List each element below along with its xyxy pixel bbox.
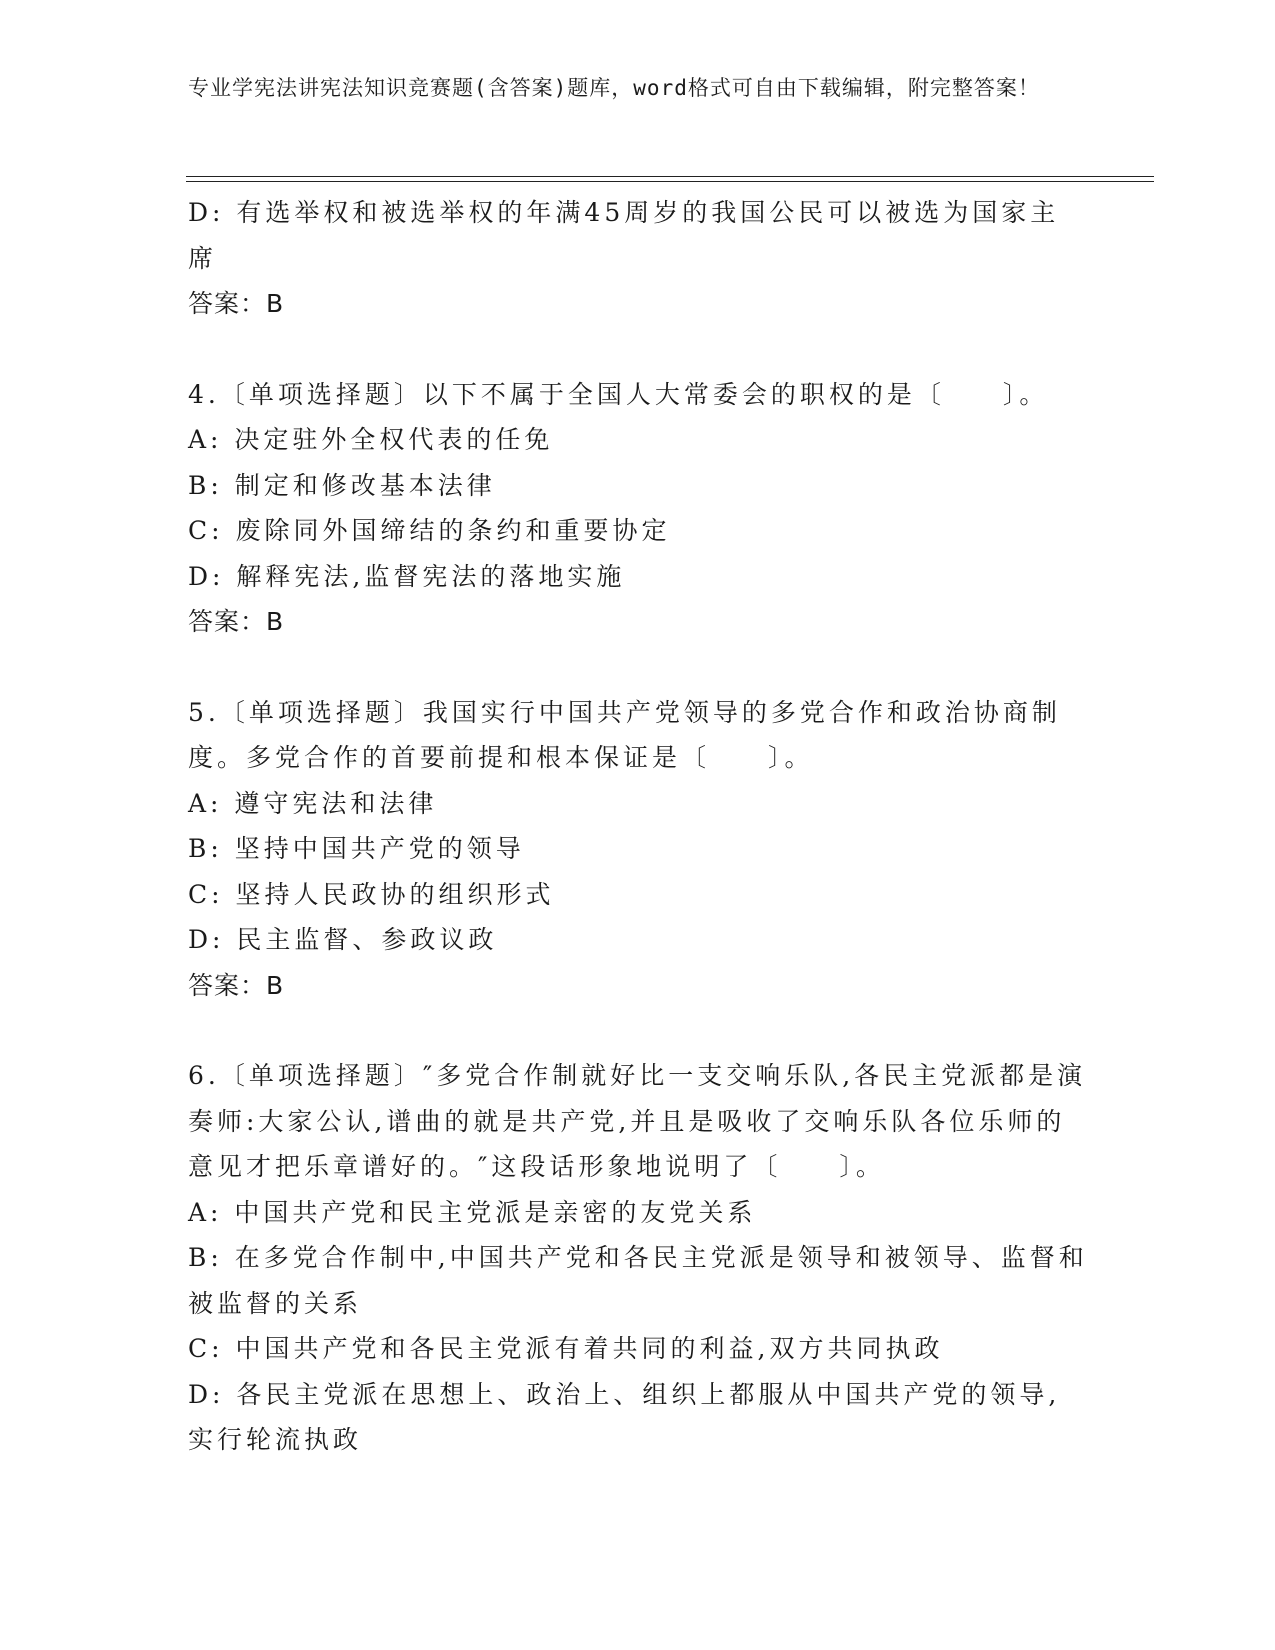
header-rule-top (186, 176, 1154, 177)
q5-stem: 5.〔单项选择题〕我国实行中国共产党领导的多党合作和政治协商制度。多党合作的首要前提和根本保证是〔 〕。 (188, 697, 1061, 772)
q5-option-c: C: 坚持人民政协的组织形式 (188, 879, 555, 909)
q4-option-b: B: 制定和修改基本法律 (188, 470, 496, 500)
q5-option-d: D: 民主监督、参政议政 (188, 925, 498, 954)
question-6 (188, 1053, 1088, 1463)
q5-option-b: B: 坚持中国共产党的领导 (188, 834, 525, 863)
q6-option-b: B: 在多党合作制中,中国共产党和各民主党派是领导和被领导、监督和被监督的关系 (188, 1243, 1088, 1318)
q4-option-d: D: 解释宪法,监督宪法的落地实施 (188, 561, 626, 591)
q5-answer: 答案：B (188, 970, 285, 1000)
q4-option-c: C: 废除同外国缔结的条约和重要协定 (188, 516, 671, 545)
q4-option-a: A: 决定驻外全权代表的任免 (188, 425, 554, 454)
question-3-tail (188, 190, 1088, 327)
q6-option-c: C: 中国共产党和各民主党派有着共同的利益,双方共同执政 (188, 1334, 944, 1363)
q5-option-a: A: 遵守宪法和法律 (188, 788, 438, 818)
spacer (188, 1008, 1088, 1053)
q4-answer: 答案：B (188, 607, 285, 636)
q6-stem: 6.〔单项选择题〕″多党合作制就好比一支交响乐队,各民主党派都是演奏师:大家公认,谱曲的就是共产党,并且是吸收了交响乐队各位乐师的意见才把乐章谱好的。″这段话形象地说明了〔 〕。 (188, 1061, 1087, 1181)
spacer (188, 645, 1088, 690)
spacer (188, 327, 1088, 372)
q6-option-d: D: 各民主党派在思想上、政治上、组织上都服从中国共产党的领导,实行轮流执政 (188, 1379, 1061, 1454)
q6-option-a: A: 中国共产党和民主党派是亲密的友党关系 (188, 1197, 757, 1227)
q3-option-d: D: 有选举权和被选举权的年满45周岁的我国公民可以被选为国家主席 (188, 198, 1060, 273)
question-list (188, 190, 1088, 1463)
question-4 (188, 372, 1088, 645)
question-5 (188, 690, 1088, 1009)
q3-answer: 答案：B (188, 289, 285, 318)
document-header: 专业学宪法讲宪法知识竞赛题(含答案)题库，word格式可自由下载编辑，附完整答案！ (188, 76, 1040, 100)
q4-stem: 4.〔单项选择题〕以下不属于全国人大常委会的职权的是〔 〕。 (188, 379, 1049, 409)
header-rule-bottom (186, 181, 1154, 182)
